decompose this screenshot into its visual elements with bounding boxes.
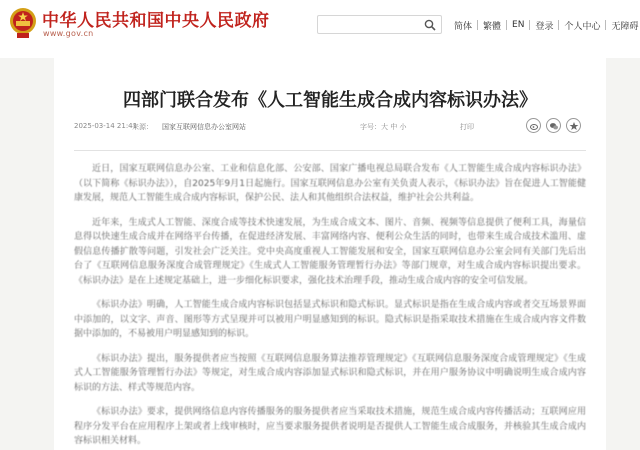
source-link[interactable]: 国家互联网信息办公室网站	[162, 123, 246, 131]
nav-user-center[interactable]: 个人中心	[564, 21, 601, 32]
weibo-share-icon[interactable]	[526, 118, 541, 133]
site-header	[0, 0, 640, 58]
nav-divider	[605, 20, 606, 30]
print-button[interactable]: 打印	[460, 123, 474, 131]
search-box[interactable]	[317, 15, 442, 34]
site-title[interactable]: 中华人民共和国中央人民政府	[42, 11, 270, 31]
nav-accessibility[interactable]: 无障碍	[611, 21, 639, 32]
publish-date: 2025-03-14 21:41	[74, 122, 138, 130]
nav-divider	[506, 20, 507, 30]
article-paragraph: 近日，国家互联网信息办公室、工业和信息化部、公安部、国家广播电视总局联合发布《人工智能生成合成内容标识办法》（以下简称《标识办法》），自2025年9月1日起施行。国家互联网信息办公室有关负责人表示，《标识办法》旨在促进人工智能健康发展，规范人工智能生成合成内容标识，保护公民、法人和其他组织合法权益，维护社会公共利益。	[74, 164, 586, 203]
search-icon[interactable]	[424, 19, 436, 31]
article-paragraph: 《标识办法》提出，服务提供者应当按照《互联网信息服务算法推荐管理规定》《互联网信息服务深度合成管理规定》《生成式人工智能服务管理暂行办法》等规定，对生成合成内容添加显式标识和隐式标识，并在用户服务协议中明确说明生成合成内容标识的方法、样式等规范内容。	[74, 353, 586, 393]
article-paragraph: 近年来，生成式人工智能、深度合成等技术快速发展，为生成合成文本、图片、音频、视频等信息提供了便利工具，海量信息得以快速生成合成并在网络平台传播，在促进经济发展、丰富网络内容、便利公众生活的同时，也带来生成合成技术滥用、虚假信息传播扩散等问题，引发社会广泛关注。党中央高度重视人工智能发展和安全，国家互联网信息办公室会同有关部门先后出台了《互联网信息服务深度合成管理规定》《生成式人工智能服务管理暂行办法》等部门规章，对生成合成内容标识提出要求。《标识办法》是在上述规定基础上，进一步细化标识要求，强化技术治理手段，推动生成合成内容的安全可信发展。	[74, 217, 586, 286]
article-title: 四部门联合发布《人工智能生成合成内容标识办法》	[123, 90, 537, 111]
nav-login[interactable]: 登录	[535, 21, 554, 32]
source-label: 来源：	[132, 123, 153, 131]
nav-english[interactable]: EN	[512, 20, 525, 30]
article-panel	[54, 58, 606, 450]
nav-divider	[529, 20, 530, 30]
qzone-share-icon[interactable]	[566, 118, 581, 133]
wechat-share-icon[interactable]	[546, 118, 561, 133]
article-paragraph: 《标识办法》明确，人工智能生成合成内容标识包括显式标识和隐式标识。显式标识是指在生成合成内容或者交互场景界面中添加的，以文字、声音、图形等方式呈现并可以被用户明显感知到的标识。隐式标识是指采取技术措施在生成合成内容文件数据中添加的，不易被用户明显感知到的标识。	[74, 300, 586, 339]
top-nav	[454, 18, 639, 32]
nav-traditional[interactable]: 繁體	[483, 21, 502, 32]
site-url: www.gov.cn	[43, 29, 94, 38]
nav-divider	[558, 20, 559, 30]
search-input[interactable]	[321, 18, 421, 31]
nav-simplified[interactable]: 简体	[454, 21, 473, 32]
meta-divider	[74, 150, 586, 151]
article-paragraph: 《标识办法》要求，提供网络信息内容传播服务的服务提供者应当采取技术措施，规范生成合成内容传播活动；互联网应用程序分发平台在应用程序上架或者上线审核时，应当要求服务提供者说明是否提供人工智能生成合成服务，并核验其生成合成内容标识相关材料。	[74, 407, 586, 446]
article-body	[74, 162, 586, 450]
nav-divider	[477, 20, 478, 30]
national-emblem-icon[interactable]	[8, 6, 38, 40]
article-meta	[74, 118, 586, 136]
font-size-control[interactable]: 字号：大 中 小	[360, 123, 407, 131]
